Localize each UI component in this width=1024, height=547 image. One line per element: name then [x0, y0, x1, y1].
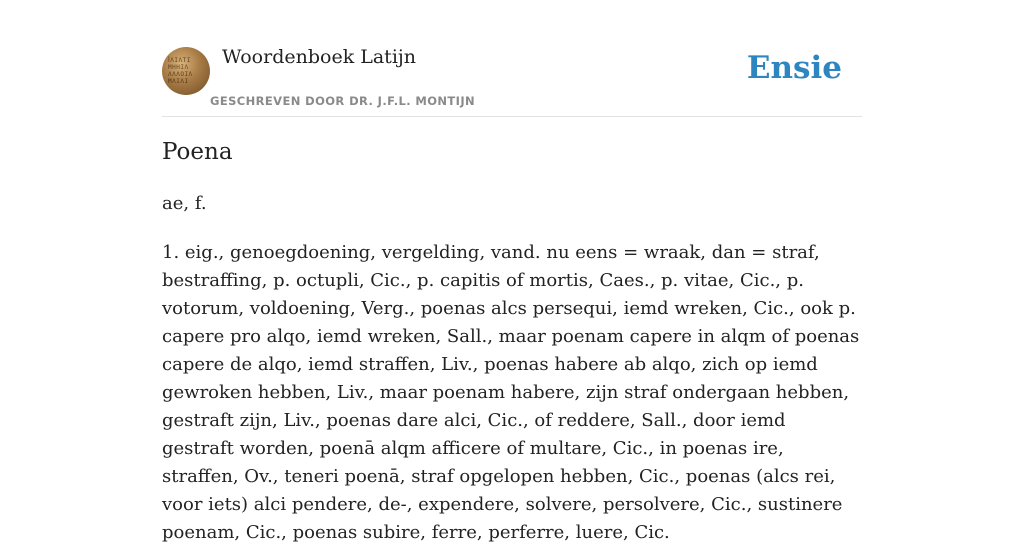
grammar-info: ae, f. — [162, 193, 207, 214]
dictionary-header — [162, 46, 862, 117]
dictionary-title[interactable]: Woordenboek Latijn — [222, 46, 417, 68]
author-byline[interactable]: GESCHREVEN DOOR DR. J.F.L. MONTIJN — [210, 94, 476, 108]
latin-inscription-coin-icon[interactable] — [162, 47, 210, 95]
ensie-logo-link[interactable]: Ensie — [746, 50, 842, 86]
entry-title: Poena — [162, 139, 233, 165]
inscription-texture: ꟾΛΙΛΤΙ ΜΗΗΙΛ ΛΛΛΟΙΛ ΜΛΙΛΙ — [168, 57, 193, 85]
entry-definition: 1. eig., genoegdoening, vergelding, vand. nu eens = wraak, dan = straf, bestraffing, p. octupli, Cic., p. capitis of mortis, Caes., p. vitae, Cic., p. votorum, voldoening, Verg., poenas alcs persequi, iemd wreken, Cic., ook p. capere pro alqo, iemd wreken, Sall., maar poenam capere in alqm of poenas capere de alqo, iemd straffen, Liv., poenas habere ab alqo, zich op iemd gewroken hebben, Liv., maar poenam habere, zijn straf ondergaan hebben, gestraft zijn, Liv., poenas dare alci, Cic., of reddere, Sall., door iemd gestraft worden, poenā alqm afficere of multare, Cic., in poenas ire, straffen, Ov., teneri poenā, straf opgelopen hebben, Cic., poenas (alcs rei, voor iets) alci pendere, de-, expendere, solvere, persolvere, Cic., sustinere poenam, Cic., poenas subire, ferre, perferre, luere, Cic. — [162, 242, 860, 543]
